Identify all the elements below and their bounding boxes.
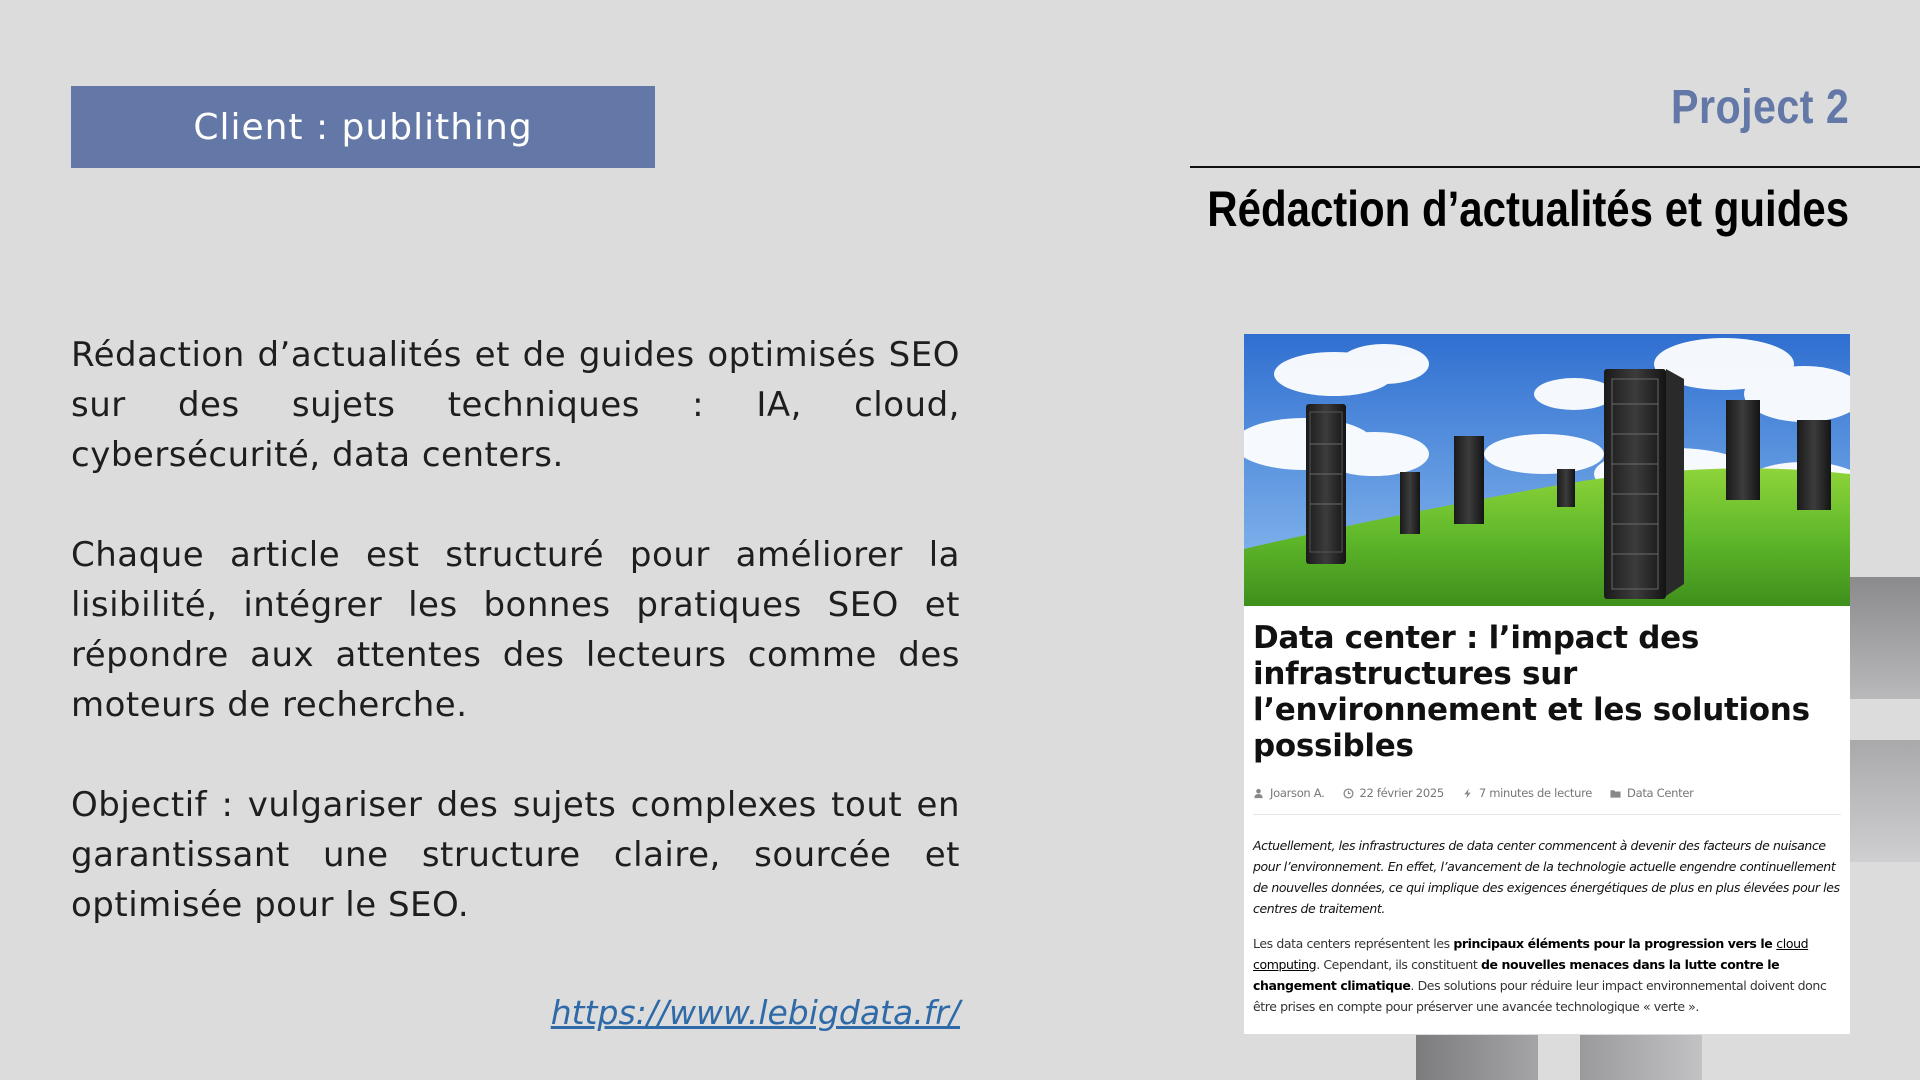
data-center-servers-on-grass-image [1244,334,1850,606]
description-paragraph-3: Objectif : vulgariser des sujets complexes tout en garantissant une structure claire, sourcée et optimisée pour le SEO. [71,785,960,925]
article-bold-segment: de nouvelles menaces dans la lutte contre le changement climatique [1253,957,1780,993]
description-paragraph-1: Rédaction d’actualités et de guides optimisés SEO sur des sujets techniques : IA, cloud, cybersécurité, data centers. [71,335,960,475]
user-icon [1253,788,1264,799]
folder-icon [1610,788,1621,799]
article-paragraph [1253,933,1841,1017]
description-paragraph-2: Chaque article est structuré pour améliorer la lisibilité, intégrer les bonnes pratiques SEO et répondre aux attentes des lecteurs comme des moteurs de recherche. [71,535,960,725]
meta-category[interactable] [1610,786,1694,800]
project-label: Project 2 [1670,81,1849,134]
meta-read-time-label: 7 minutes de lecture [1478,786,1593,800]
client-badge [71,86,655,168]
decorative-block [1416,1035,1538,1080]
decorative-block [1850,577,1920,699]
article-text-segment: . Des solutions pour réduire leur impact environnemental doivent donc être prises en compte pour préserver une avancée technologique « verte ». [1253,978,1827,1014]
project-description [71,330,960,980]
header-divider [1190,166,1920,168]
bolt-icon [1462,788,1473,799]
article-lead: Actuellement, les infrastructures de data center commencent à devenir des facteurs de nuisance pour l’environnement. En effet, l’avancement de la technologie actuelle engendre continuellement de nouvelles données, ce qui implique des exigences énergétiques de plus en plus élevées pour les centres de traitement. [1253,838,1840,916]
client-label: Client : publithing [193,106,533,148]
meta-read-time [1462,786,1592,800]
article-body [1244,606,1850,1017]
article-title: Data center : l’impact des infrastructures sur l’environnement et les solutions possibles [1253,620,1810,764]
meta-author[interactable] [1253,786,1325,800]
meta-date [1343,786,1444,800]
article-text-segment: . Cependant, ils constituent [1316,957,1481,972]
meta-date-label: 22 février 2025 [1359,786,1444,800]
article-meta [1253,786,1841,815]
source-link[interactable]: https://www.lebigdata.fr/ [550,993,960,1032]
article-preview-card [1244,334,1850,1034]
article-bold-segment: principaux éléments pour la progression vers le [1453,936,1777,951]
meta-author-label: Joarson A. [1270,786,1325,800]
decorative-block [1580,1035,1702,1080]
cloud-computing-link[interactable]: cloud computing [1253,936,1809,972]
article-text-segment: Les data centers représentent les [1253,936,1454,951]
clock-icon [1343,788,1354,799]
meta-category-label: Data Center [1627,786,1694,800]
decorative-block [1850,740,1920,862]
project-title: Rédaction d’actualités et guides [1207,181,1849,237]
